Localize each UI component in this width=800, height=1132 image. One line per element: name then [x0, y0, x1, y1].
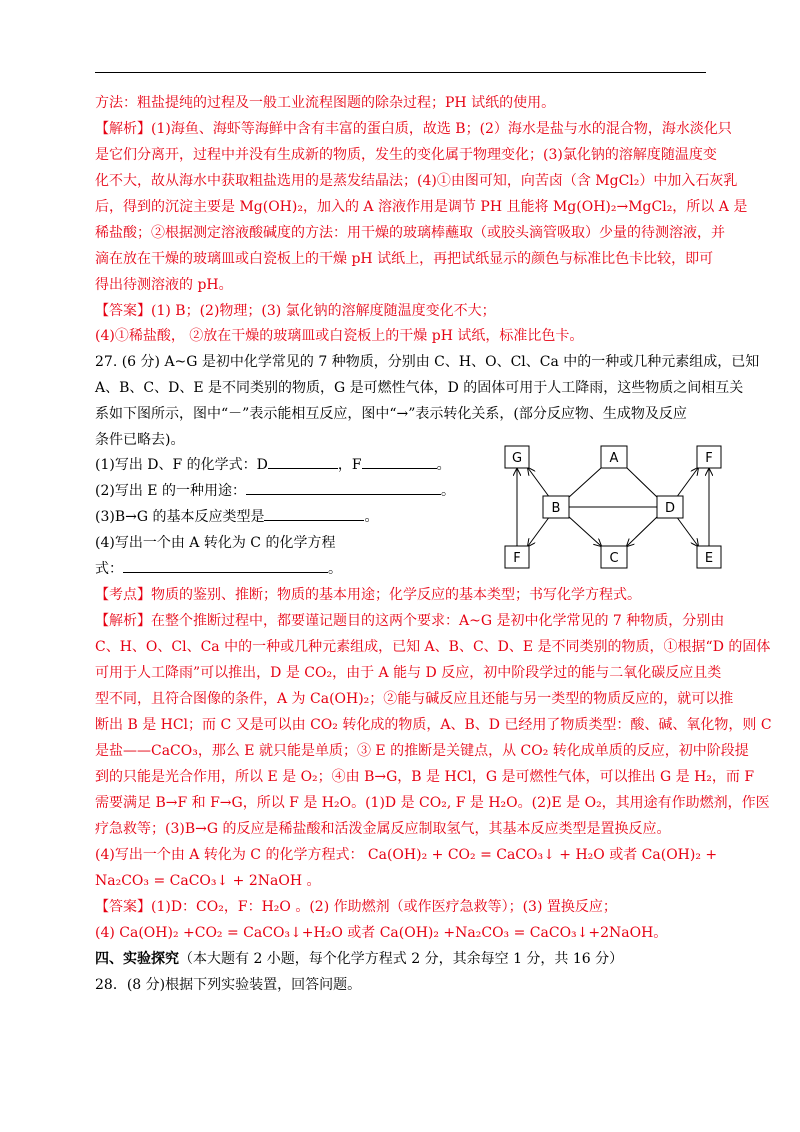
answer-27-line: 【答案】(1)D：CO₂，F：H₂O 。(2) 作助燃剂（或作医疗急救等）；(3) 置换反应； [95, 899, 617, 915]
sub-question-3: (3)B→G 的基本反应类型是 。 [95, 504, 495, 530]
analysis-line: 【解析】(1)海鱼、海虾等海鲜中含有丰富的蛋白质，故选 B；(2）海水是盐与水的混合物，海水淡化只 [95, 121, 732, 137]
answer-blank-equation[interactable] [123, 558, 328, 573]
question-27-stem: 系如下图所示，图中“－”表示能相互反应，图中“→”表示转化关系，(部分反应物、生成物及反应 [95, 406, 687, 422]
analysis-line: 后，得到的沉淀主要是 Mg(OH)₂，加入的 A 溶液作用是调节 PH 且能将 Mg(OH)₂→MgCl₂，所以 A 是 [95, 199, 748, 215]
analysis-line: 是它们分离开，过程中并没有生成新的物质，发生的变化属于物理变化；(3)氯化钠的溶解度随温度变 [95, 147, 717, 163]
node-g-label: G [511, 451, 523, 466]
analysis-27-line: 型不同，且符合图像的条件，A 为 Ca(OH)₂；②能与碱反应且还能与另一类型的物质反应的，就可以推 [95, 691, 734, 707]
node-f-bottom-label: F [513, 551, 521, 566]
question-28-stem: 28．(8 分)根据下列实验装置，回答问题。 [95, 977, 362, 993]
analysis-line: 化不大，故从海水中获取粗盐选用的是蒸发结晶法；(4)①由图可知，向苦卤（含 MgCl₂）中加入石灰乳 [95, 173, 738, 189]
answer-blank-e-use[interactable] [246, 480, 441, 495]
link-b-c [568, 516, 601, 546]
sub-question-2: (2)写出 E 的一种用途： 。 [95, 478, 495, 504]
analysis-27-line: 到的只能是光合作用，所以 E 是 O₂；④由 B→G，B 是 HCl，G 是可燃性气体，可以推出 G 是 H₂，而 F [95, 769, 755, 785]
node-e-label: E [704, 551, 714, 566]
sub-question-1: (1)写出 D、F 的化学式：D ，F 。 [95, 452, 495, 478]
section-title: 四、实验探究 [95, 951, 179, 967]
analysis-27-line: 需要满足 B→F 和 F→G，所以 F 是 H₂O。(1)D 是 CO₂, F 是 H₂O。(2)E 是 O₂，其用途有作助燃剂，作医 [95, 795, 770, 811]
section-note: （本大题有 2 小题，每个化学方程式 2 分，其余每空 1 分，共 16 分） [179, 951, 624, 967]
node-b-label: B [551, 501, 561, 516]
arrow-d-e [676, 516, 698, 546]
node-c-label: C [609, 551, 619, 566]
arrow-b-f [528, 516, 550, 546]
answer-blank-reaction-type[interactable] [264, 506, 364, 521]
link-d-c [627, 516, 658, 546]
analysis-line: 得出待测溶液的 pH。 [95, 277, 233, 293]
answer-blank-d[interactable] [268, 454, 338, 469]
analysis-line: 滴在放在干燥的玻璃皿或白瓷板上的干燥 pH 试纸上，再把试纸显示的颜色与标准比色卡比较，即可 [95, 251, 714, 267]
link-a-d [627, 468, 658, 498]
question-27-stem: 条件已略去)。 [95, 432, 185, 448]
arrow-d-f [676, 468, 698, 498]
sub-question-4-cont: 式： 。 [95, 556, 495, 582]
relationship-diagram [495, 440, 735, 580]
exam-point-line: 【考点】物质的鉴别、推断；物质的基本用途；化学反应的基本类型；书写化学方程式。 [95, 587, 641, 603]
analysis-27-line: 是盐——CaCO₃，那么 E 就只能是单质；③ E 的推断是关键点，从 CO₂ 转化成单质的反应，初中阶段提 [95, 743, 749, 759]
header-rule [95, 72, 706, 73]
analysis-27-line: 疗急救等；(3)B→G 的反应是稀盐酸和活泼金属反应制取氢气，其基本反应类型是置换反应。 [95, 821, 671, 837]
node-d-label: D [664, 501, 676, 516]
arrow-b-g [528, 468, 550, 498]
answer-line: 【答案】(1) B；(2)物理；(3) 氯化钠的溶解度随温度变化不大； [95, 303, 496, 319]
sub-question-4: (4)写出一个由 A 转化为 C 的化学方程 [95, 535, 336, 551]
analysis-27-line: C、H、O、Cl、Ca 中的一种或几种元素组成，已知 A、B、C、D、E 是不同类别的物质，①根据“D 的固体 [95, 639, 771, 655]
question-27-stem: 27. (6 分) A~G 是初中化学常见的 7 种物质，分别由 C、H、O、Cl、Ca 中的一种或几种元素组成，已知 [95, 354, 760, 370]
link-a-b [568, 468, 601, 498]
section-heading [95, 946, 706, 972]
analysis-27-line: 断出 B 是 HCl；而 C 又是可以由 CO₂ 转化成的物质，A、B、D 已经用了物质类型：酸、碱、氧化物，则 C [95, 717, 772, 733]
analysis-27-line: (4)写出一个由 A 转化为 C 的化学方程式： Ca(OH)₂ + CO₂ = CaCO₃↓ + H₂O 或者 Ca(OH)₂ + [95, 847, 718, 863]
answer-27-line: (4) Ca(OH)₂ +CO₂ = CaCO₃↓+H₂O 或者 Ca(OH)₂ +Na₂CO₃ = CaCO₃↓+2NaOH。 [95, 925, 668, 941]
answer-blank-f[interactable] [362, 454, 437, 469]
method-line: 方法：粗盐提纯的过程及一般工业流程图题的除杂过程；PH 试纸的使用。 [95, 95, 556, 111]
analysis-27-line: 【解析】在整个推断过程中，都要谨记题目的这两个要求：A~G 是初中化学常见的 7 种物质，分别由 [95, 613, 725, 629]
node-a-label: A [609, 451, 619, 466]
node-f-top-label: F [705, 451, 713, 466]
answer-line: (4)①稀盐酸， ②放在干燥的玻璃皿或白瓷板上的干燥 pH 试纸，标准比色卡。 [95, 328, 584, 344]
analysis-27-line: Na₂CO₃ = CaCO₃↓ + 2NaOH 。 [95, 873, 321, 889]
question-27-stem: A、B、C、D、E 是不同类别的物质，G 是可燃性气体，D 的固体可用于人工降雨，这些物质之间相互关 [95, 380, 744, 396]
analysis-27-line: 可用于人工降雨”可以推出，D 是 CO₂，由于 A 能与 D 反应，初中阶段学过的能与二氧化碳反应且类 [95, 665, 722, 681]
analysis-line: 稀盐酸；②根据测定溶液酸碱度的方法：用干燥的玻璃棒蘸取（或胶头滴管吸取）少量的待测溶液，并 [95, 225, 725, 241]
